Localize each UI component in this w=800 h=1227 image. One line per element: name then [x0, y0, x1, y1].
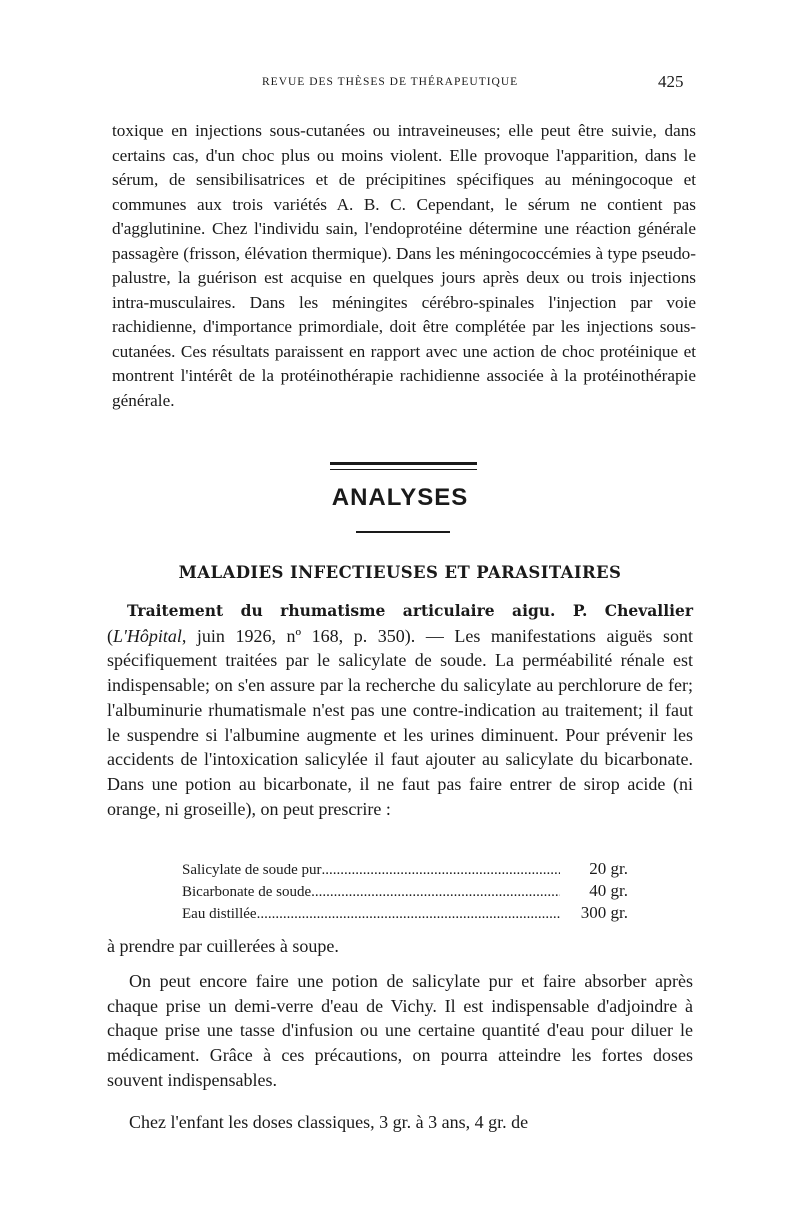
prescription-ingredient: Salicylate de soude pur	[182, 862, 322, 878]
section-rule-short	[356, 531, 450, 533]
prescription-ingredient: Bicarbonate de soude	[182, 884, 312, 900]
section-rule-thick	[330, 462, 477, 465]
article-source-rest: , juin 1926, nº 168, p. 350).	[181, 625, 416, 646]
vichy-paragraph: On peut encore faire une potion de salicylate pur et faire absorber après chaque prise un demi-verre d'eau de Vichy. Il est indispensable d'adjoindre à chaque prise une tasse d'infusion ou une certaine quantité d'eau pour diluer le médicament. Grâce à ces précautions, on pourra atteindre les fortes doses souvent indispensables.	[107, 971, 693, 1090]
article-source-open: (	[107, 625, 113, 646]
prescription-list	[182, 858, 632, 924]
article-body: — Les manifestations aiguës sont spécifiquement traitées par le salicylate de soude. La perméabilité rénale est indispensable; on s'en assure par la recherche du salicylate au perchlorure de fer; l'albuminurie rhumatismale n'est pas une contre-indication au traitement; il faut le suspendre si l'albumine augmente et les urines diminuent. Pour prévenir les accidents de l'intoxication salicylée il faut ajouter au salicylate du bicarbonate. Dans une potion au bicarbonate, il ne faut pas faire entrer de sirop acide (ni orange, ni groseille), on peut prescrire :	[107, 625, 694, 819]
article-journal: L'Hôpital	[113, 625, 182, 646]
prescription-row	[182, 880, 632, 902]
dot-leader	[257, 903, 560, 925]
section-rule-thin	[330, 469, 477, 470]
children-paragraph: Chez l'enfant les doses classiques, 3 gr. à 3 ans, 4 gr. de	[129, 1112, 529, 1132]
subsection-title: MALADIES INFECTIEUSES ET PARASITAIRES	[178, 563, 622, 582]
prescription-row	[182, 858, 632, 880]
article-paragraph	[107, 598, 693, 821]
running-title: REVUE DES THÈSES DE THÉRAPEUTIQUE	[262, 76, 519, 88]
prescription-quantity: 300 gr.	[580, 903, 628, 922]
dot-leader	[322, 859, 560, 881]
dosage-instruction: à prendre par cuillerées à soupe.	[107, 936, 339, 956]
page-number: 425	[658, 72, 684, 91]
intro-paragraph: toxique en injections sous-cutanées ou intraveineuses; elle peut être suivie, dans certains cas, d'un choc plus ou moins violent. Elle provoque l'apparition, dans le sérum, de sensibilisatrices et de précipitines spécifiques au méningocoque et communes aux trois variétés A. B. C. Cependant, le sérum ne contient pas d'agglutinine. Chez l'individu sain, l'endoprotéine détermine une réaction générale passagère (frisson, élévation thermique). Dans les méningococcémies à type pseudo-palustre, la guérison est acquise en quelques jours après deux ou trois injections intra-musculaires. Dans les méningites cérébro-spinales l'injection par voie rachidienne, d'importance primordiale, doit être complétée par les injections sous-cutanées. Ces résultats paraissent en rapport avec une action de choc protéinique et montrent l'intérêt de la protéinothérapie rachidienne associée à la protéinothérapie générale.	[112, 121, 696, 410]
prescription-quantity: 40 gr.	[589, 881, 628, 900]
section-title: ANALYSES	[331, 484, 469, 511]
article-title: Traitement du rhumatisme articulaire aigu. P. Chevallier	[127, 601, 693, 620]
prescription-quantity: 20 gr.	[589, 859, 628, 878]
prescription-row	[182, 902, 632, 924]
prescription-ingredient: Eau distillée	[182, 906, 257, 922]
dot-leader	[311, 881, 560, 903]
